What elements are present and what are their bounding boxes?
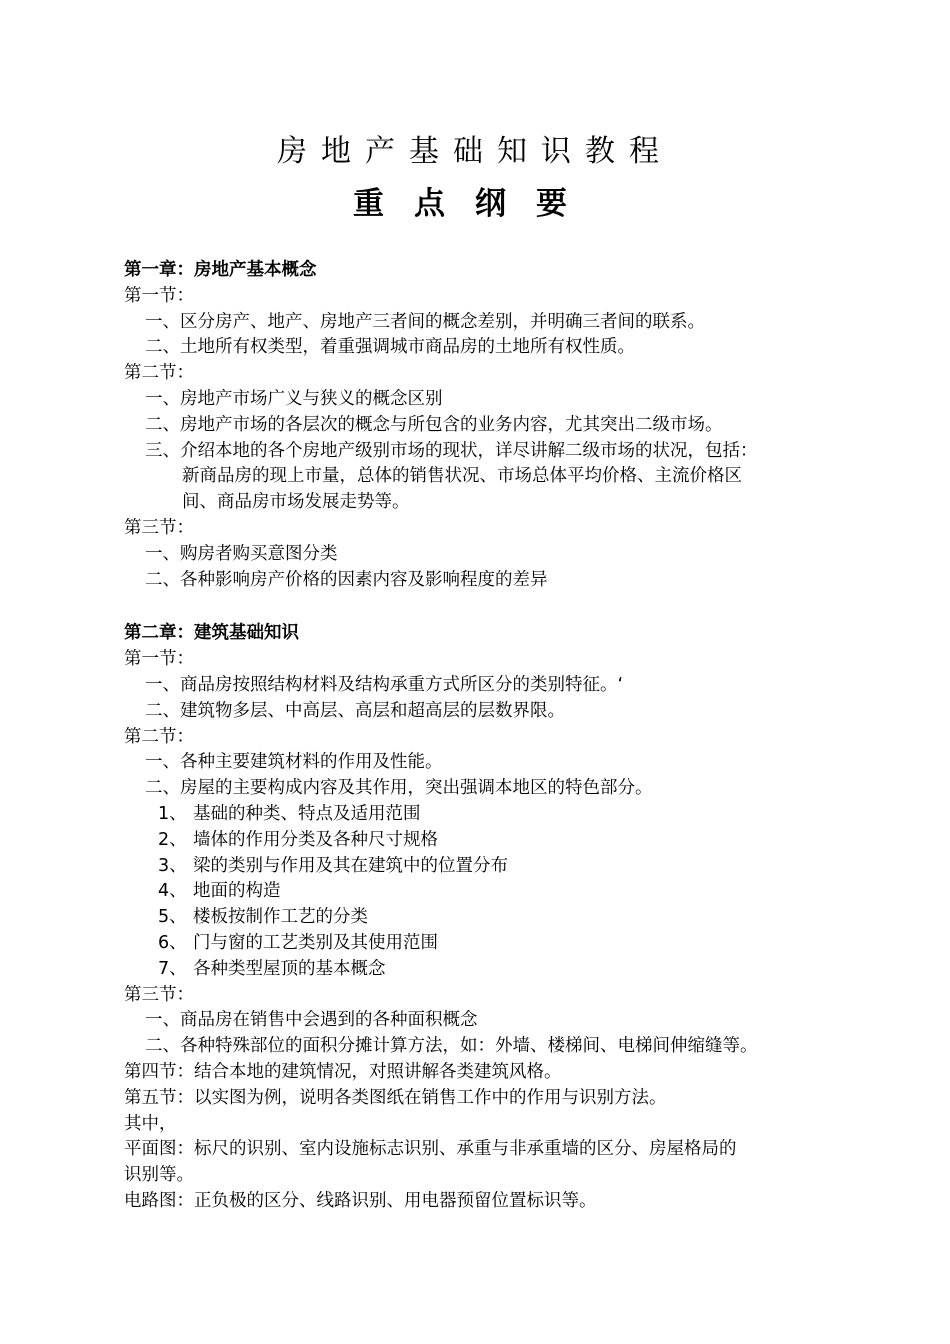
list-item: 二、土地所有权类型，着重强调城市商品房的土地所有权性质。 xyxy=(145,337,635,358)
circuit-diagram-line: 电路图：正负极的区分、线路识别、用电器预留位置标识等。 xyxy=(124,1190,597,1211)
sub-list-item xyxy=(124,905,824,931)
paragraph-line: 其中， xyxy=(124,1113,177,1134)
list-item: 一、商品房按照结构材料及结构承重方式所区分的类别特征。‘ xyxy=(145,674,624,695)
sub-list-item xyxy=(124,828,824,854)
chapter-2-heading: 第二章：建筑基础知识 xyxy=(124,623,299,644)
sub-list-item xyxy=(124,931,824,957)
sub-item-number: 4、 xyxy=(158,881,187,902)
sub-item-number: 1、 xyxy=(158,803,187,824)
sub-item-text: 楼板按制作工艺的分类 xyxy=(193,907,368,928)
list-item: 一、购房者购买意图分类 xyxy=(145,543,338,564)
sub-item-text: 各种类型屋顶的基本概念 xyxy=(193,958,386,979)
list-item: 二、各种影响房产价格的因素内容及影响程度的差异 xyxy=(145,569,548,590)
sub-list-item xyxy=(124,802,824,828)
floor-plan-line: 平面图：标尺的识别、室内设施标志识别、承重与非承重墙的区分、房屋格局的 xyxy=(124,1139,737,1160)
section-5-line: 第五节：以实图为例，说明各类图纸在销售工作中的作用与识别方法。 xyxy=(124,1087,667,1108)
section-label: 第三节： xyxy=(124,984,194,1005)
floor-plan-line-continuation: 识别等。 xyxy=(124,1165,194,1186)
sub-item-number: 5、 xyxy=(158,907,187,928)
sub-item-number: 3、 xyxy=(158,855,187,876)
list-item: 二、建筑物多层、中高层、高层和超高层的层数界限。 xyxy=(145,700,565,721)
section-label: 第三节： xyxy=(124,517,194,538)
list-item-continuation: 新商品房的现上市量，总体的销售状况、市场总体平均价格、主流价格区 xyxy=(182,466,742,487)
list-item: 一、各种主要建筑材料的作用及性能。 xyxy=(145,752,443,773)
sub-item-number: 7、 xyxy=(158,958,187,979)
list-item: 三、介绍本地的各个房地产级别市场的现状，详尽讲解二级市场的状况，包括： xyxy=(145,440,758,461)
section-label: 第二节： xyxy=(124,726,194,747)
chapter-gap xyxy=(124,593,824,621)
section-label: 第二节： xyxy=(124,363,194,384)
list-item: 一、区分房产、地产、房地产三者间的概念差别，并明确三者间的联系。 xyxy=(145,311,705,332)
sub-item-text: 墙体的作用分类及各种尺寸规格 xyxy=(193,829,438,850)
sub-item-number: 6、 xyxy=(158,932,187,953)
sub-list-item xyxy=(124,854,824,880)
sub-item-text: 基础的种类、特点及适用范围 xyxy=(193,803,421,824)
list-item: 一、房地产市场广义与狭义的概念区别 xyxy=(145,388,443,409)
section-label: 第一节： xyxy=(124,649,194,670)
sub-list-item xyxy=(124,879,824,905)
chapter-1-heading: 第一章：房地产基本概念 xyxy=(124,260,317,280)
sub-item-number: 2、 xyxy=(158,829,187,850)
list-item: 二、房地产市场的各层次的概念与所包含的业务内容，尤其突出二级市场。 xyxy=(145,414,723,435)
list-item: 二、各种特殊部位的面积分摊计算方法，如：外墙、楼梯间、电梯间伸缩缝等。 xyxy=(145,1036,758,1057)
sub-item-text: 梁的类别与作用及其在建筑中的位置分布 xyxy=(193,855,508,876)
section-label: 第一节： xyxy=(124,285,194,306)
sub-list-item xyxy=(124,957,824,983)
section-4-line: 第四节：结合本地的建筑情况，对照讲解各类建筑风格。 xyxy=(124,1061,562,1082)
sub-item-text: 地面的构造 xyxy=(193,881,281,902)
sub-item-text: 门与窗的工艺类别及其使用范围 xyxy=(193,932,438,953)
outline-content xyxy=(124,258,824,1215)
document-title: 房地产基础知识教程 xyxy=(277,134,673,169)
list-item-continuation: 间、商品房市场发展走势等。 xyxy=(182,492,410,513)
list-item: 二、房屋的主要构成内容及其作用，突出强调本地区的特色部分。 xyxy=(145,778,653,799)
list-item: 一、商品房在销售中会遇到的各种面积概念 xyxy=(145,1010,478,1031)
document-subtitle: 重点纲要 xyxy=(353,186,597,222)
